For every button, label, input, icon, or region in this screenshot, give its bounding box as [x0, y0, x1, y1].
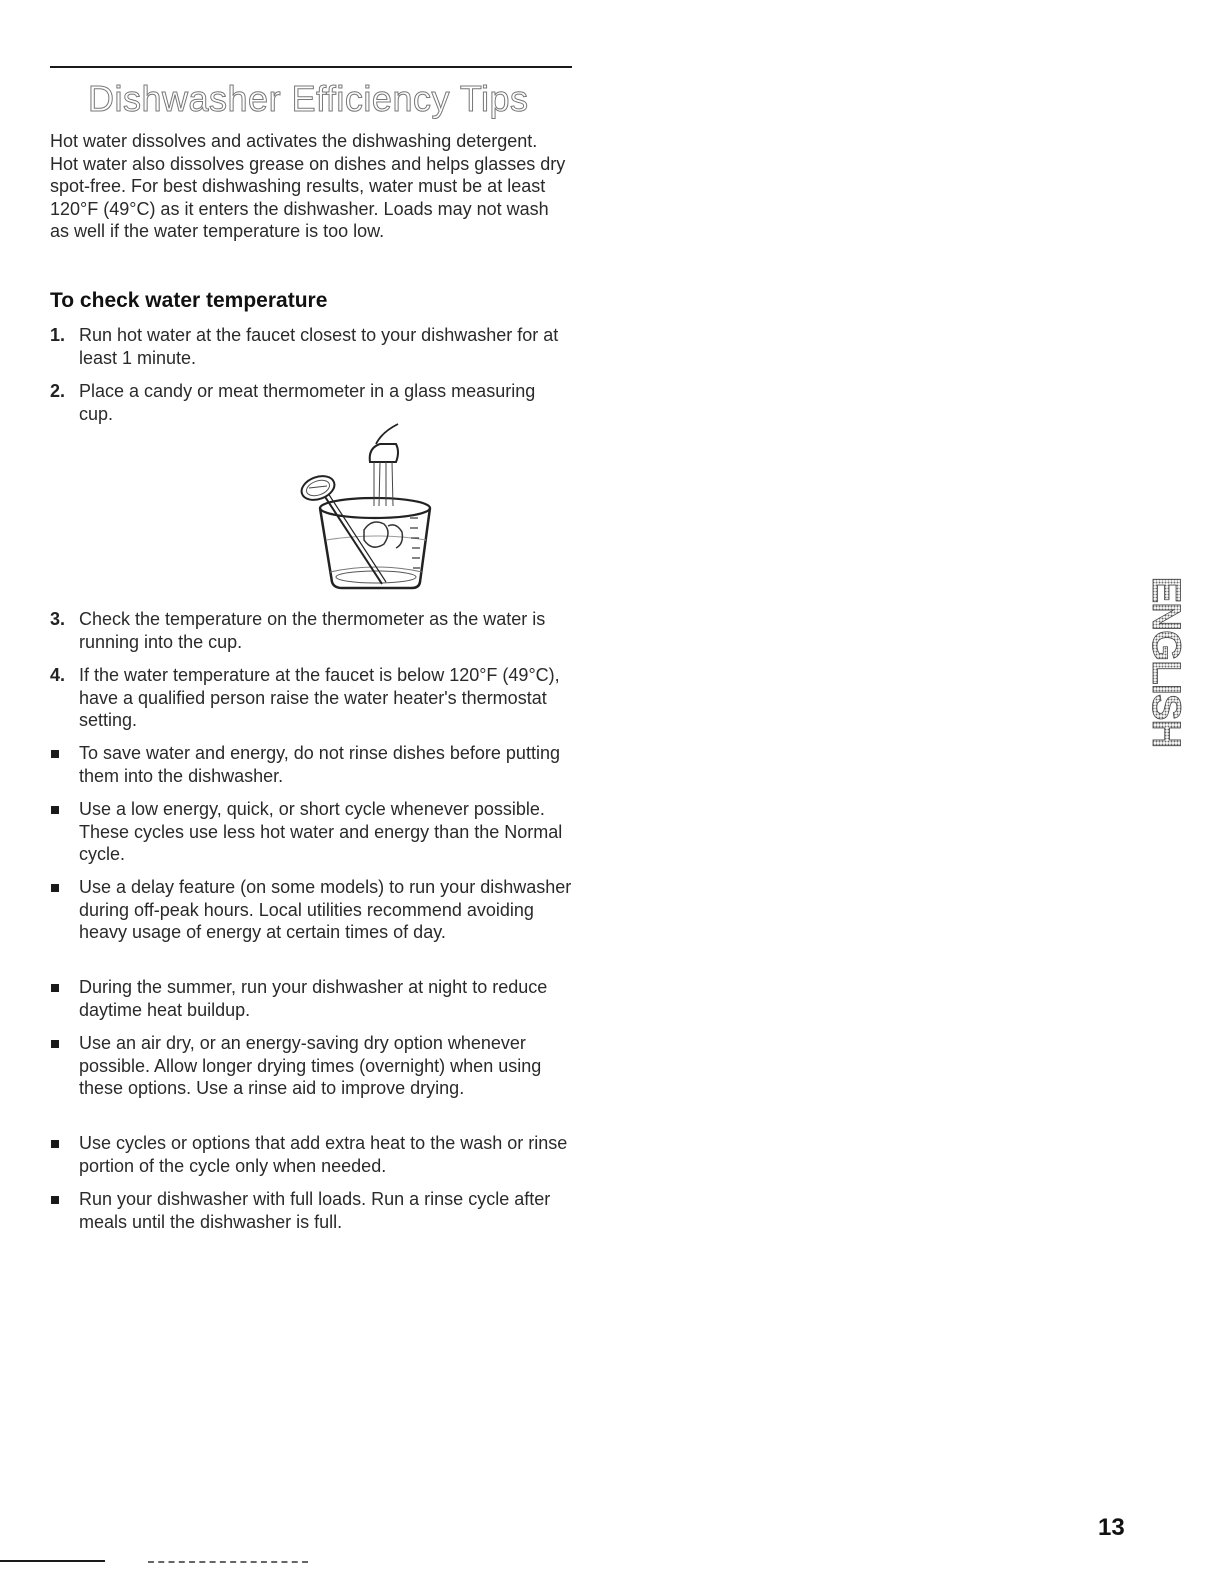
step-number: 3. [50, 609, 66, 629]
step-item [50, 608, 572, 653]
tip-item [50, 742, 572, 787]
tip-item [50, 798, 572, 866]
tip-text: Use a delay feature (on some models) to run your dishwasher during off-peak hours. Local utilities recommend avoiding heavy usage of energy at certain times of day. [79, 877, 572, 942]
tip-text: To save water and energy, do not rinse dishes before putting them into the dishwasher. [79, 743, 560, 786]
section-heading: To check water temperature [50, 289, 328, 312]
step-item [50, 380, 572, 425]
tip-text: Use cycles or options that add extra heat to the wash or rinse portion of the cycle only when needed. [79, 1133, 568, 1176]
tip-item [50, 1032, 572, 1100]
tip-text: Use an air dry, or an energy-saving dry option whenever possible. Allow longer drying times (overnight) when using these options. Use a rinse aid to improve drying. [79, 1033, 542, 1098]
bullet-icon [51, 984, 59, 992]
step-text: Run hot water at the faucet closest to your dishwasher for at least 1 minute. [79, 325, 559, 368]
language-label: ENGLISH [1144, 576, 1188, 748]
thermometer-in-measuring-cup-icon [292, 422, 432, 592]
tip-text: Run your dishwasher with full loads. Run a rinse cycle after meals until the dishwasher is full. [79, 1189, 551, 1232]
tip-item [50, 976, 572, 1021]
language-side-tab [1144, 562, 1188, 762]
step-text: Check the temperature on the thermometer as the water is running into the cup. [79, 609, 546, 652]
step-text: Place a candy or meat thermometer in a glass measuring cup. [79, 381, 536, 424]
step-text: If the water temperature at the faucet is below 120°F (49°C), have a qualified person raise the water heater's thermostat setting. [79, 665, 560, 730]
page-number: 13 [1098, 1514, 1125, 1541]
step-number: 1. [50, 325, 66, 345]
footer-dashes [148, 1561, 308, 1564]
tip-text: Use a low energy, quick, or short cycle whenever possible. These cycles use less hot water and energy than the Normal cycle. [79, 799, 563, 864]
bullet-icon [51, 1040, 59, 1048]
intro-paragraph: Hot water dissolves and activates the dishwashing detergent. Hot water also dissolves grease on dishes and helps glasses dry spot-free. For best dishwashing results, water must be at least 120°F (49°C) as it enters the dishwasher. Loads may not wash as well if the water temperature is too low. [50, 131, 566, 241]
step-number: 2. [50, 381, 66, 401]
bullet-icon [51, 806, 59, 814]
footer-rule [0, 1560, 105, 1562]
step-number: 4. [50, 665, 66, 685]
tip-item [50, 876, 572, 944]
tip-item [50, 1188, 572, 1233]
step-item [50, 664, 572, 732]
bullet-icon [51, 750, 59, 758]
step-item [50, 324, 572, 369]
bullet-icon [51, 884, 59, 892]
tip-text: During the summer, run your dishwasher at night to reduce daytime heat buildup. [79, 977, 548, 1020]
bullet-icon [51, 1196, 59, 1204]
tip-item [50, 1132, 572, 1177]
bullet-icon [51, 1140, 59, 1148]
top-rule [50, 66, 572, 68]
page-title: Dishwasher Efficiency Tips [88, 78, 529, 119]
